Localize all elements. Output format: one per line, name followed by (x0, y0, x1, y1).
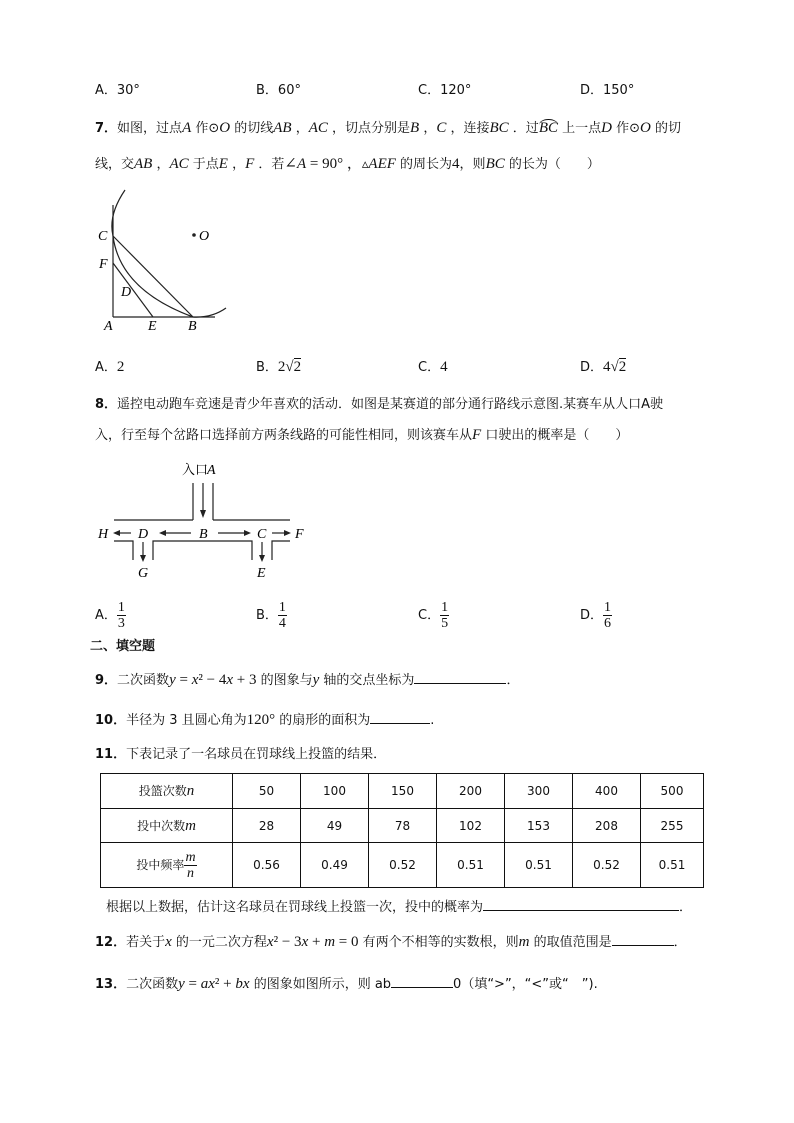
text-run: . (430, 713, 435, 728)
answer-blank (414, 669, 506, 684)
math-run: AB (134, 156, 153, 172)
math-run: ∠A (284, 156, 307, 172)
label-f: F (295, 527, 304, 542)
math-run: A (182, 120, 192, 136)
table-row: 投中频率 $\frac{m}{n}$ 0.56 0.49 0.52 0.51 0.51 0.52 0.51 (101, 843, 704, 888)
text-run: 8． (95, 397, 118, 412)
text-run: 9． (95, 673, 118, 688)
q7-option-b: B．2√2 (256, 359, 302, 375)
text-run: 二次函数 (117, 673, 170, 688)
q8-option-c: C． $\frac{1}{5}$ (418, 600, 449, 631)
q6-option-c: C．120° (418, 83, 472, 98)
math-run: BC (489, 120, 509, 136)
text-run: 作⊙ (191, 121, 220, 136)
text-run: 的扇形的面积为 (275, 713, 371, 728)
text-run: 半径为 3 且圆心角为 (126, 713, 247, 728)
math-run: m (518, 934, 530, 950)
text-run: 的取值范围是 (529, 935, 612, 950)
text-run: 根据以上数据，估计这名球员在罚球线上投篮一次，投中的概率为 (106, 900, 484, 915)
label-e: E (257, 566, 266, 581)
q8-option-d: D． $\frac{1}{6}$ (580, 600, 612, 631)
text-run: ． (506, 673, 520, 688)
text-run: ² (273, 934, 279, 950)
q11-table (100, 773, 704, 888)
math-run: O (219, 120, 231, 136)
math-run: BC (485, 156, 505, 172)
text-run: 10． (95, 713, 127, 728)
text-run: ． (679, 900, 693, 915)
q10 (95, 709, 434, 730)
label-b: B (188, 319, 197, 334)
q7-option-a: A．2 (95, 359, 125, 375)
answer-blank (612, 931, 674, 946)
math-run: y (312, 672, 320, 688)
text-run: + (308, 934, 325, 950)
math-run: y (169, 672, 176, 688)
text-run: 二次函数 (126, 977, 179, 992)
math-run: BC (538, 120, 558, 136)
text-run: 如图，过点 (117, 121, 183, 136)
math-run: AEF (368, 156, 396, 172)
math-run: ax (200, 976, 215, 992)
answer-blank (483, 896, 679, 911)
label-a: A (207, 463, 216, 478)
text-run: ² (214, 976, 220, 992)
text-run: 的图象与 (256, 673, 313, 688)
label-a: A (104, 319, 113, 334)
text-run: 遥控电动跑车竞速是青少年喜欢的活动．如图是某赛道的部分通行路线示意图.某赛车从人口A驶 (117, 397, 664, 412)
q7-option-d: D．4√2 (580, 359, 627, 375)
text-run: 的图象如图所示，则 ab (249, 977, 392, 992)
row-header: 投中频率 $\frac{m}{n}$ (101, 843, 233, 888)
text-run: ² (198, 672, 203, 688)
q8-line-1 (95, 396, 663, 414)
text-run: 入，行至每个岔路口选择前方两条线路的可能性相同，则该赛车从 (95, 428, 473, 443)
row-header: 投篮次数n (101, 774, 233, 809)
text-run: ， (152, 157, 170, 172)
math-run: m (324, 934, 336, 950)
text-run: ，则 (459, 157, 486, 172)
math-run: x (301, 934, 309, 950)
text-run: 120° (246, 712, 276, 728)
text-run: ． (673, 935, 687, 950)
math-run: x (165, 934, 172, 950)
q8-line-2 (95, 426, 628, 445)
q7-option-c: C．4 (418, 359, 448, 375)
text-run: 的长为（ ） (504, 157, 600, 172)
math-run: F (245, 156, 255, 172)
answer-blank (391, 973, 453, 988)
math-run: x (191, 672, 199, 688)
math-run: E (218, 156, 228, 172)
text-run: 的切线 (230, 121, 274, 136)
text-run: ， (291, 121, 309, 136)
text-run: 下表记录了一名球员在罚球线上投篮的结果． (126, 747, 387, 762)
q6-option-a: A．30° (95, 83, 140, 98)
math-run: F (472, 427, 482, 443)
q11-after (106, 896, 692, 917)
line-bc (113, 236, 193, 317)
math-run: AC (169, 156, 189, 172)
text-run: 有两个不相等的实数根，则 (358, 935, 519, 950)
q6-option-b: B．60° (256, 83, 301, 98)
label-o: O (199, 229, 210, 244)
text-run: 0（填“>”，“<”或“ ”). (453, 977, 598, 992)
text-run: 7． (95, 121, 118, 136)
text-run: ， (419, 121, 437, 136)
q9 (95, 669, 519, 690)
q8-figure (114, 483, 290, 560)
math-run: bx (235, 976, 250, 992)
q13 (95, 973, 598, 994)
label-b: B (199, 527, 208, 542)
section-heading: 二、填空题 (90, 639, 156, 654)
text-run: = 0 (335, 934, 359, 950)
row-header: 投中次数m (101, 809, 233, 843)
text-run: 4 (452, 156, 460, 172)
text-run: 11． (95, 747, 127, 762)
text-run: = (184, 976, 201, 992)
text-run: 的切 (650, 121, 681, 136)
math-run: AB (273, 120, 292, 136)
text-run: + 3 (233, 672, 257, 688)
text-run: ， (227, 157, 246, 172)
label-g: G (138, 566, 149, 581)
text-run: 于点 (188, 157, 219, 172)
table-row: 投篮次数n 50 100 150 200 300 400 500 (101, 774, 704, 809)
text-run: 作⊙ (611, 121, 640, 136)
math-run: C (436, 120, 447, 136)
math-run: AC (308, 120, 328, 136)
table-row: 投中次数m 28 49 78 102 153 208 255 (101, 809, 704, 843)
text-run: = (175, 672, 192, 688)
text-run: 的一元二次方程 (171, 935, 267, 950)
point-o (192, 233, 196, 237)
q12 (95, 931, 687, 952)
math-run: x (266, 934, 274, 950)
text-run: − 3 (278, 934, 302, 950)
text-run: ，连接 (446, 121, 490, 136)
math-run: D (601, 120, 612, 136)
q8-option-a: A． $\frac{1}{3}$ (95, 600, 125, 631)
label-c: C (257, 527, 267, 542)
label-c: C (98, 229, 108, 244)
text-run: + (219, 976, 236, 992)
label-e: E (148, 319, 157, 334)
text-run: = 90° ， (306, 156, 362, 172)
q8-option-b: B． $\frac{1}{4}$ (256, 600, 286, 631)
text-run: 13． (95, 977, 127, 992)
math-run: x (226, 672, 234, 688)
label-d: D (121, 285, 132, 300)
text-run: 口驶出的概率是（ ） (481, 428, 629, 443)
label-d: D (138, 527, 149, 542)
math-run: O (640, 120, 651, 136)
answer-blank (370, 709, 430, 724)
text-run: − 4 (202, 672, 227, 688)
math-run: B (410, 120, 420, 136)
text-run: 12． (95, 935, 127, 950)
text-run: ，切点分别是 (327, 121, 411, 136)
label-h: H (98, 527, 109, 542)
text-run: 若关于 (126, 935, 166, 950)
label-f: F (99, 257, 108, 272)
text-run: ．过 (508, 121, 539, 136)
label-entry: 入口 (182, 463, 209, 478)
math-run: y (178, 976, 185, 992)
text-run: ▵ (361, 157, 369, 172)
q6-option-d: D．150° (580, 83, 635, 98)
q11-intro (95, 746, 386, 764)
text-run: 的周长为 (395, 157, 453, 172)
text-run: 轴的交点坐标为 (319, 673, 415, 688)
text-run: ．若 (254, 157, 285, 172)
text-run: 线，交 (95, 157, 135, 172)
text-run: 上一点 (557, 121, 602, 136)
